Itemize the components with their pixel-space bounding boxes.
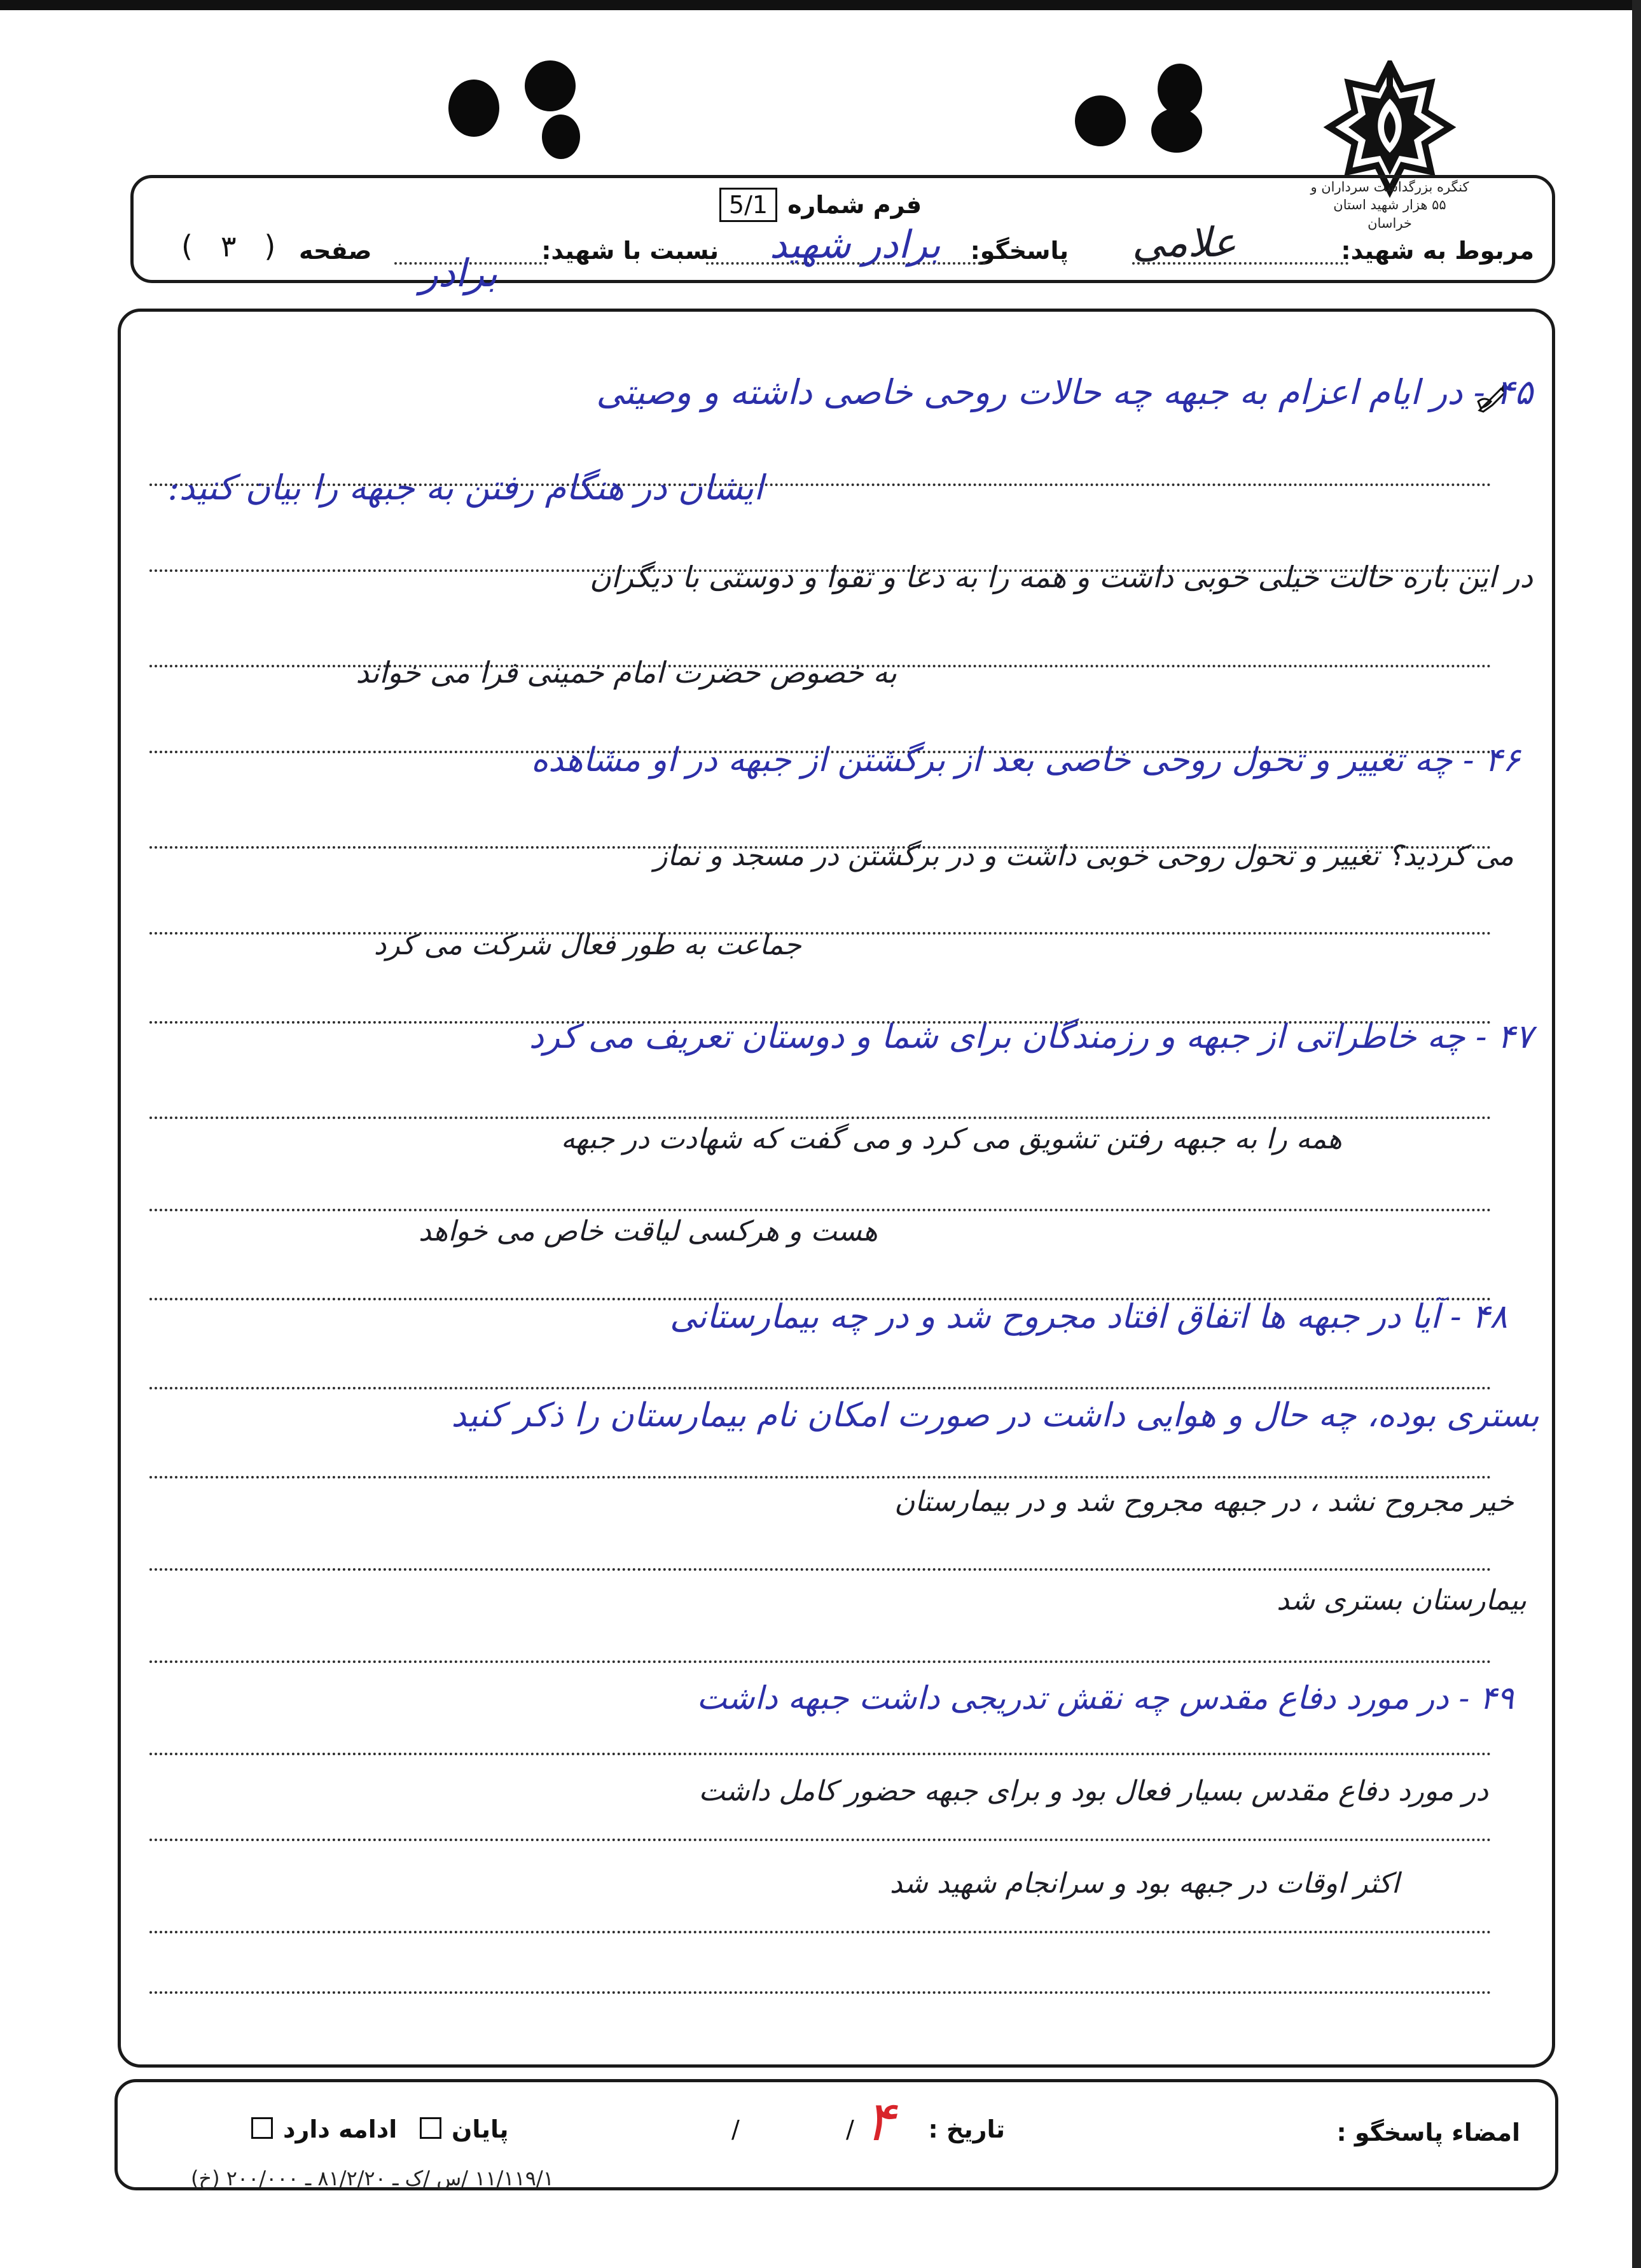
page-label: صفحه: [299, 237, 372, 265]
handwritten-line: اکثر اوقات در جبهه بود و سرانجام شهید شد: [889, 1867, 1399, 1900]
form-number: 5/1: [719, 188, 777, 222]
ruled-line: [149, 1931, 1492, 1933]
ruled-line: [149, 1991, 1492, 1994]
binder-hole: [1158, 64, 1202, 115]
binder-hole: [1075, 95, 1126, 146]
martyr-label: مربوط به شهید:: [1341, 237, 1534, 265]
ruled-line: [149, 1209, 1492, 1211]
continue-checkbox[interactable]: [251, 2117, 273, 2139]
handwritten-line: ایشان در هنگام رفتن به جبهه را بیان کنید:: [167, 468, 763, 508]
scan-right-border: [1632, 0, 1641, 2268]
relation-label: نسبت با شهید:: [541, 237, 719, 265]
handwritten-line: جماعت به طور فعال شرکت می کرد: [373, 929, 801, 961]
ruled-line: [149, 1839, 1492, 1841]
handwritten-line: ۴۹ - در مورد دفاع مقدس چه نقش تدریجی داشت جبهه داشت: [696, 1680, 1514, 1716]
handwritten-line: همه را به جبهه رفتن تشویق می کرد و می گفت که شهادت در جبهه: [560, 1123, 1342, 1155]
page-number: ۳: [220, 229, 237, 263]
form-title: [661, 186, 980, 224]
organization-caption: کنگره بزرگداشت سرداران و ۵۵ هزار شهید استان خراسان: [1310, 179, 1469, 231]
binder-hole: [448, 80, 499, 137]
respondent-value: برادر شهید: [770, 223, 941, 267]
date-separator: /: [731, 2115, 740, 2143]
date-value: ۴: [865, 2090, 895, 2153]
end-label: پایان: [452, 2115, 509, 2143]
handwritten-line: ۴۸ - آیا در جبهه ها اتفاق افتاد مجروح شد و در چه بیمارستانی: [670, 1298, 1507, 1336]
continue-label: ادامه دارد: [283, 2115, 398, 2143]
binder-hole: [542, 115, 580, 159]
handwritten-line: هست و هرکسی لیاقت خاص می خواهد: [418, 1215, 878, 1248]
handwritten-line: بیمارستان بستری شد: [1277, 1584, 1527, 1617]
handwritten-line: خیر مجروح نشد ، در جبهه مجروح شد و در بیمارستان: [894, 1485, 1514, 1518]
handwritten-line: بستری بوده، چه حال و هوایی داشت در صورت امکان نام بیمارستان را ذکر کنید: [451, 1396, 1539, 1435]
handwritten-line: به خصوص حضرت امام خمینی فرا می خواند: [356, 655, 897, 690]
date-label: تاریخ :: [928, 2115, 1005, 2143]
relation-value: برادر: [420, 251, 498, 296]
form-code: ۱۱/۱۱۹/۱ /س /ک ـ ۸۱/۲/۲۰ ـ ۲۰۰/۰۰۰ (خ): [191, 2166, 554, 2190]
ruled-line: [149, 1476, 1492, 1478]
form-title-label: فرم شماره: [787, 191, 922, 219]
binder-hole: [525, 60, 576, 111]
respondent-label: پاسخگو:: [970, 237, 1069, 265]
handwritten-line: می کردید؟ تغییر و تحول روحی خوبی داشت و در برگشتن در مسجد و نماز: [654, 840, 1514, 872]
end-checkbox[interactable]: [420, 2117, 441, 2139]
ruled-line: [149, 932, 1492, 935]
page-number-field: ( ۳ ): [181, 229, 276, 263]
signature-label: امضاء پاسخگو :: [1336, 2118, 1520, 2146]
handwritten-line: ۴۶ - چه تغییر و تحول روحی خاصی بعد از برگشتن از جبهه در او مشاهده: [530, 741, 1520, 779]
handwritten-line: ۴۵ - در ایام اعزام به جبهه چه حالات روحی خاصی داشته و وصیتی: [596, 372, 1533, 412]
ruled-line: [149, 1753, 1492, 1755]
ruled-line: [149, 1660, 1492, 1663]
ruled-line: [149, 1117, 1492, 1119]
date-separator: /: [846, 2115, 854, 2143]
handwritten-line: در این باره حالت خیلی خوبی داشت و همه را به دعا و تقوا و دوستی با دیگران: [590, 560, 1533, 594]
handwritten-line: در مورد دفاع مقدس بسیار فعال بود و برای جبهه حضور کامل داشت: [698, 1775, 1488, 1807]
scan-top-border: [0, 0, 1641, 10]
binder-hole: [1151, 108, 1202, 153]
martyr-name-value: علامی: [1132, 219, 1236, 267]
ruled-line: [149, 1568, 1492, 1571]
handwritten-line: ۴۷ - چه خاطراتی از جبهه و رزمندگان برای شما و دوستان تعریف می کرد: [529, 1018, 1533, 1056]
ruled-line: [149, 1387, 1492, 1389]
